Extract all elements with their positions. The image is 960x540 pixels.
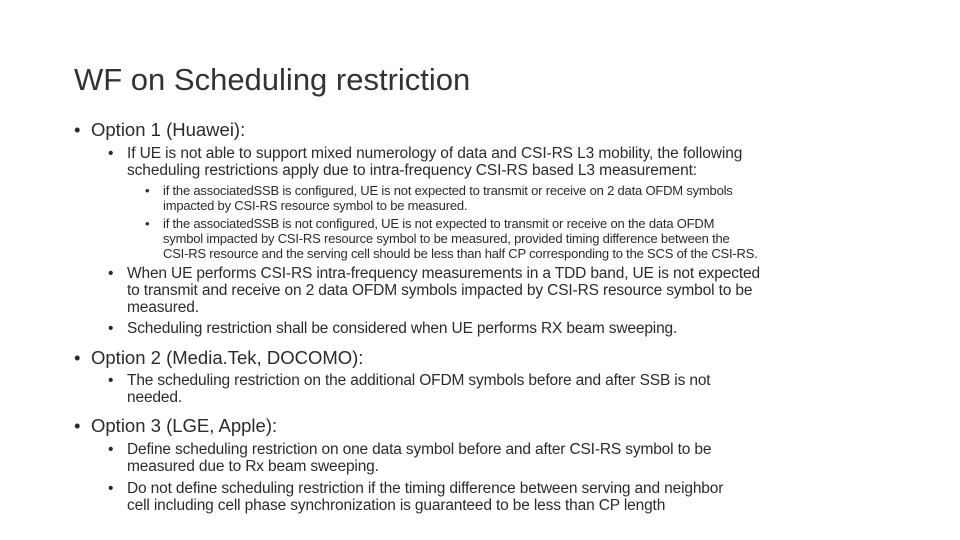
option1-sub2-line2: to transmit and receive on 2 data OFDM symbols impacted by CSI-RS resource symbol to be [127,282,753,299]
bullet-icon: • [108,372,114,389]
bullet-icon: • [108,320,114,337]
option1-heading: Option 1 (Huawei): [91,119,246,140]
option1-subsub1-line1: if the associatedSSB is configured, UE is not expected to transmit or receive on 2 data OFDM symbols [163,183,733,198]
option1-subsub1-line2: impacted by CSI-RS resource symbol to be measured. [163,198,468,213]
bullet-icon: • [145,216,150,231]
option1-subsub2-line1: if the associatedSSB is not configured, UE is not expected to transmit or receive on the data OFDM [163,216,715,231]
bullet-icon: • [108,441,114,458]
option2-sub1-line2: needed. [127,389,182,406]
option1-sub1-line2: scheduling restrictions apply due to intra-frequency CSI-RS based L3 measurement: [127,162,698,179]
option1-sub2-line3: measured. [127,299,199,316]
option1-sub1-line1: If UE is not able to support mixed numerology of data and CSI-RS L3 mobility, the following [127,145,743,162]
bullet-icon: • [108,265,114,282]
option1-subsub2-line3: CSI-RS resource and the serving cell should be less than half CP corresponding to the SCS of the CSI-RS. [163,246,758,261]
option3-heading: Option 3 (LGE, Apple): [91,415,278,436]
option3-sub1-line2: measured due to Rx beam sweeping. [127,458,379,475]
bullet-icon: • [108,145,114,162]
option1-subsub2-line2: symbol impacted by CSI-RS resource symbol to be measured, provided timing difference between the [163,231,730,246]
bullet-icon: • [145,183,150,198]
option2-sub1-line1: The scheduling restriction on the additional OFDM symbols before and after SSB is not [127,372,711,389]
bullet-icon: • [74,415,81,436]
option1-sub2-line1: When UE performs CSI-RS intra-frequency measurements in a TDD band, UE is not expected [127,265,760,282]
option1-sub3-line1: Scheduling restriction shall be considered when UE performs RX beam sweeping. [127,320,678,337]
option3-sub2-line2: cell including cell phase synchronization is guaranteed to be less than CP length [127,497,666,514]
slide-title: WF on Scheduling restriction [74,62,471,97]
bullet-icon: • [108,480,114,497]
option2-heading: Option 2 (Media.Tek, DOCOMO): [91,347,364,368]
option3-sub1-line1: Define scheduling restriction on one data symbol before and after CSI-RS symbol to be [127,441,712,458]
bullet-icon: • [74,347,81,368]
option3-sub2-line1: Do not define scheduling restriction if the timing difference between serving and neighbor [127,480,724,497]
bullet-icon: • [74,119,81,140]
